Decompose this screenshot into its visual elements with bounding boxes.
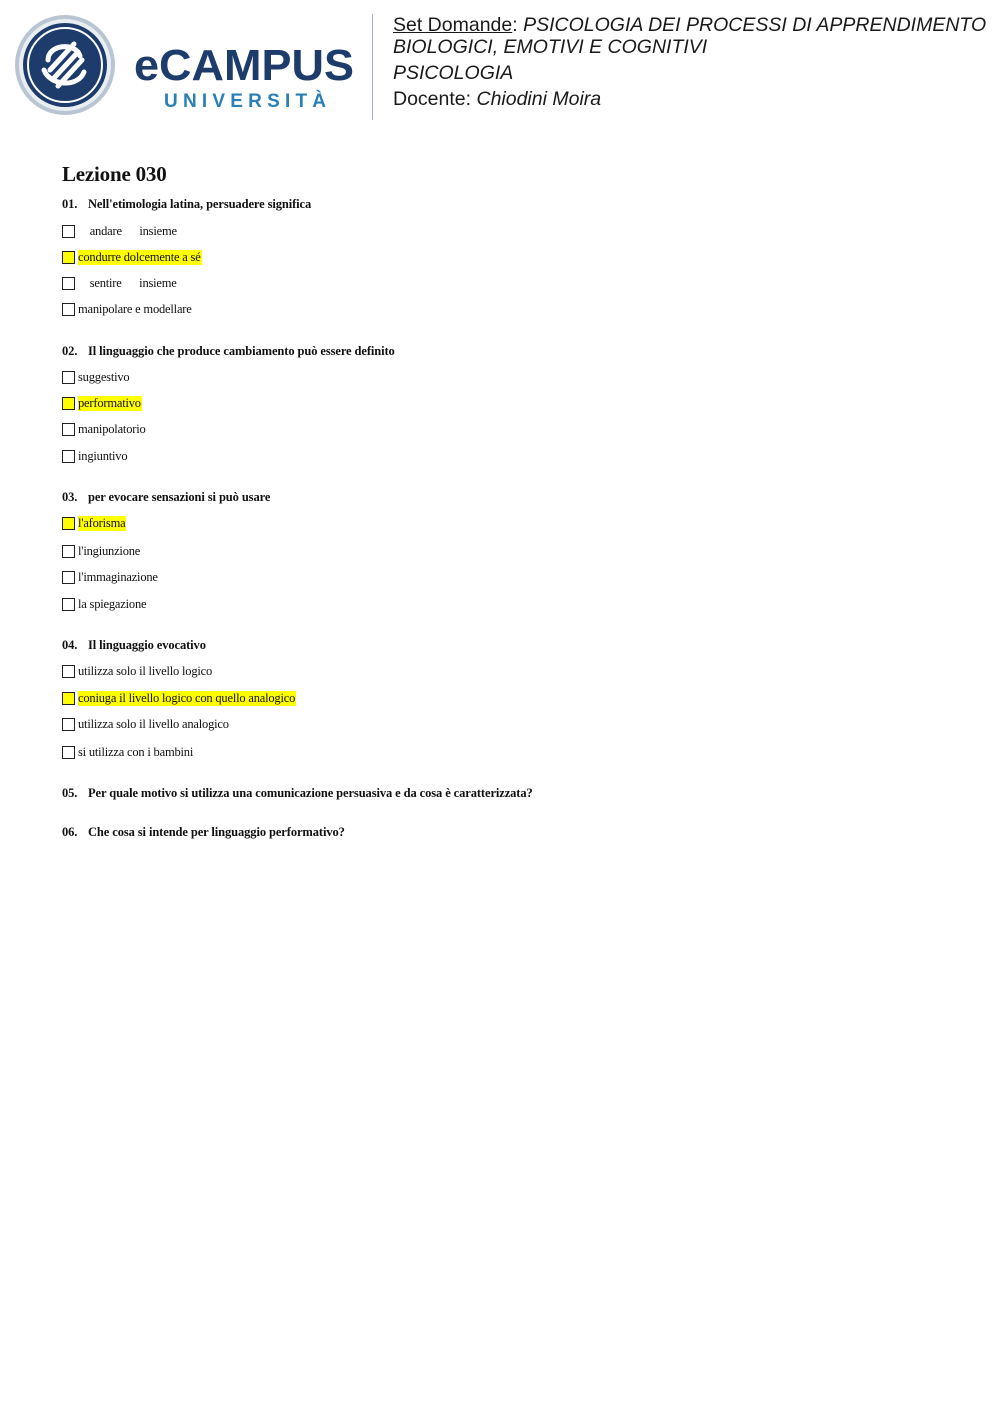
answer-option[interactable] bbox=[62, 420, 146, 438]
course-title-line2: BIOLOGICI, EMOTIVI E COGNITIVI bbox=[393, 36, 708, 58]
teacher bbox=[393, 88, 993, 110]
checkbox[interactable] bbox=[62, 225, 75, 238]
checkbox[interactable] bbox=[62, 665, 75, 678]
checkbox[interactable] bbox=[62, 517, 75, 530]
course-title-line1: PSICOLOGIA DEI PROCESSI DI APPRENDIMENTO bbox=[523, 14, 987, 36]
answer-text: l'ingiunzione bbox=[78, 543, 141, 558]
answer-text: coniuga il livello logico con quello analogico bbox=[78, 690, 296, 705]
checkbox[interactable] bbox=[62, 718, 75, 731]
question-text: per evocare sensazioni si può usare bbox=[88, 490, 271, 504]
ecampus-wordmark bbox=[134, 40, 360, 112]
question-02 bbox=[62, 344, 395, 359]
answer-text: andare insieme bbox=[78, 223, 177, 238]
course-title: Set Domande: PSICOLOGIA DEI PROCESSI DI APPRENDIMENTO BIOLOGICI, EMOTIVI E COGNITIVI bbox=[393, 14, 987, 58]
checkbox[interactable] bbox=[62, 423, 75, 436]
question-05 bbox=[62, 786, 533, 801]
answer-text: suggestivo bbox=[78, 369, 130, 384]
answer-option-correct[interactable] bbox=[62, 394, 142, 412]
ecampus-logo-icon bbox=[14, 14, 116, 116]
question-06 bbox=[62, 825, 345, 840]
question-number: 02. bbox=[62, 344, 78, 358]
answer-option[interactable] bbox=[62, 743, 193, 761]
answer-text: performativo bbox=[78, 395, 141, 410]
answer-option[interactable] bbox=[62, 542, 140, 560]
answer-option-correct[interactable] bbox=[62, 248, 202, 266]
answer-option[interactable] bbox=[62, 368, 129, 386]
page-header bbox=[0, 0, 1000, 130]
answer-text: si utilizza con i bambini bbox=[78, 744, 194, 759]
answer-option[interactable] bbox=[62, 595, 146, 613]
answer-text: manipolatorio bbox=[78, 421, 146, 436]
question-text: Nell'etimologia latina, persuadere significa bbox=[88, 197, 312, 211]
question-03 bbox=[62, 490, 270, 505]
answer-text: sentire insieme bbox=[78, 275, 177, 290]
question-text: Il linguaggio evocativo bbox=[88, 638, 206, 652]
answer-text: l'immaginazione bbox=[78, 569, 158, 584]
answer-text: la spiegazione bbox=[78, 596, 147, 611]
checkbox[interactable] bbox=[62, 746, 75, 759]
question-text: Che cosa si intende per linguaggio performativo? bbox=[88, 825, 345, 839]
question-number: 05. bbox=[62, 786, 78, 800]
set-label: Set Domande bbox=[393, 14, 513, 36]
subject: PSICOLOGIA bbox=[393, 62, 514, 84]
header-divider bbox=[372, 14, 373, 120]
question-01 bbox=[62, 197, 311, 212]
answer-option[interactable] bbox=[62, 447, 127, 465]
checkbox[interactable] bbox=[62, 692, 75, 705]
answer-option[interactable] bbox=[62, 300, 192, 318]
answer-text: condurre dolcemente a sé bbox=[78, 249, 201, 264]
checkbox[interactable] bbox=[62, 277, 75, 290]
checkbox[interactable] bbox=[62, 251, 75, 264]
checkbox[interactable] bbox=[62, 303, 75, 316]
answer-text: ingiuntivo bbox=[78, 448, 128, 463]
checkbox[interactable] bbox=[62, 450, 75, 463]
question-text: Il linguaggio che produce cambiamento può essere definito bbox=[88, 344, 395, 358]
question-number: 04. bbox=[62, 638, 78, 652]
answer-option[interactable] bbox=[62, 222, 177, 240]
answer-option[interactable] bbox=[62, 568, 158, 586]
teacher-name: Chiodini Moira bbox=[476, 88, 602, 110]
answer-option[interactable] bbox=[62, 715, 229, 733]
question-04 bbox=[62, 638, 206, 653]
question-number: 03. bbox=[62, 490, 78, 504]
checkbox[interactable] bbox=[62, 371, 75, 384]
answer-text: utilizza solo il livello analogico bbox=[78, 716, 229, 731]
logo-text-top: eCAMPUS bbox=[134, 41, 354, 90]
checkbox[interactable] bbox=[62, 598, 75, 611]
checkbox[interactable] bbox=[62, 571, 75, 584]
checkbox[interactable] bbox=[62, 397, 75, 410]
checkbox[interactable] bbox=[62, 545, 75, 558]
teacher-label: Docente: bbox=[393, 88, 472, 110]
answer-text: manipolare e modellare bbox=[78, 301, 192, 316]
answer-option[interactable] bbox=[62, 662, 212, 680]
answer-option[interactable] bbox=[62, 274, 177, 292]
question-number: 01. bbox=[62, 197, 78, 211]
header-info bbox=[393, 14, 993, 110]
question-text: Per quale motivo si utilizza una comunicazione persuasiva e da cosa è caratterizzata? bbox=[88, 786, 533, 800]
answer-option-correct[interactable] bbox=[62, 514, 126, 532]
answer-text: utilizza solo il livello logico bbox=[78, 663, 213, 678]
answer-option-correct[interactable] bbox=[62, 689, 296, 707]
question-number: 06. bbox=[62, 825, 78, 839]
logo-text-bottom: UNIVERSITÀ bbox=[164, 91, 326, 112]
lesson-title: Lezione 030 bbox=[62, 162, 167, 186]
answer-text: l'aforisma bbox=[78, 515, 126, 530]
